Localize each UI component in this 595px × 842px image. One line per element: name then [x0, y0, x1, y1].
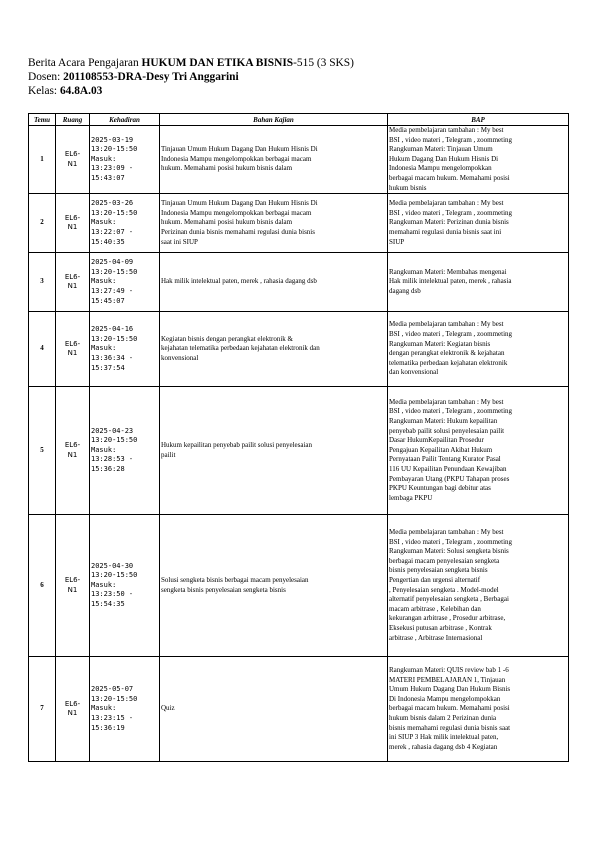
topic-cell-line: Indonesia Mampu mengelompokkan berbagai macam [161, 208, 312, 217]
document-header [28, 56, 354, 98]
table-row [29, 126, 569, 194]
bap-cell-line: BSI , video materi , Telegram , zoommeting [389, 329, 513, 338]
topic-cell-line: Hak milik intelektual paten, merek , rahasia dagang dsb [161, 277, 317, 286]
attendance-cell-line: Masuk: [91, 277, 117, 286]
room-cell-line: N1 [67, 585, 78, 594]
attendance-cell-line: Masuk: [91, 704, 117, 713]
class-code: 64.8A.03 [59, 85, 103, 97]
header-kehadiran: Kehadiran [90, 114, 160, 126]
attendance-cell-line: 15:54:35 [91, 600, 125, 609]
header-temu: Temu [29, 114, 56, 126]
meeting-number [29, 387, 56, 515]
bap-cell-line: BSI , video materi , Telegram , zoommeting [389, 537, 513, 546]
bap-cell-line: MATERI PEMBELAJARAN 1, Tinjauan [389, 675, 506, 684]
table-header-row [29, 114, 569, 126]
attendance-cell-line: 13:23:50 - [91, 590, 134, 599]
topic-cell [160, 387, 388, 515]
lecturer-name: 201108553-DRA-Desy Tri Anggarini [63, 71, 239, 83]
attendance-cell-line: 13:36:34 - [91, 353, 134, 362]
meeting-number-line: 4 [40, 344, 44, 353]
bap-cell-line: arbitrase , Arbitrase Internasional [389, 633, 483, 642]
bap-cell-line: Pengajuan Kepailitan Akibat Hukum [389, 445, 493, 454]
bap-cell-line: SIUP [389, 237, 405, 246]
attendance-cell-line: 13:20-15:50 [91, 267, 138, 276]
room-cell-line: N1 [67, 349, 78, 358]
bap-cell [388, 387, 569, 515]
attendance-cell-line: 13:23:09 - [91, 164, 134, 173]
bap-cell-line: penyebab pailit solusi penyelesaian pailit [389, 426, 505, 435]
bap-cell-line: lembaga PKPU [389, 493, 433, 502]
meeting-number-line: 2 [40, 218, 44, 227]
bap-cell-line: Rangkuman Materi: Hukum kepailitan [389, 417, 498, 426]
meeting-number-line: 5 [40, 445, 44, 454]
bap-cell [388, 657, 569, 762]
lecturer-line [28, 70, 354, 84]
bap-cell-line: dagang dsb [389, 286, 421, 295]
topic-cell [160, 194, 388, 253]
attendance-cell-line: 2025-04-30 [91, 561, 134, 570]
bap-cell-line: Pernyataan Pailit Tentang Kurator Pasal [389, 455, 501, 464]
topic-cell-line: kejahatan telematika perbedaan kejahatan elektronik dan [161, 344, 320, 353]
attendance-cell-line: Masuk: [91, 445, 117, 454]
room-cell-line: EL6- [64, 149, 81, 158]
bap-table [28, 113, 569, 762]
meeting-number-line: 7 [40, 704, 44, 713]
bap-cell-line: Rangkuman Materi: QUIS review bab 1 -6 [389, 665, 509, 674]
bap-cell-line: Rangkuman Materi: Tinjauan Umum [389, 145, 493, 154]
room-cell-line: EL6- [64, 576, 81, 585]
meeting-number [29, 253, 56, 312]
bap-cell [388, 515, 569, 657]
bap-cell-line: Rangkuman Materi: Membahas mengenai [389, 267, 507, 276]
room-cell-line: EL6- [64, 339, 81, 348]
bap-cell-line: Pengertian dan urgensi alternatif [389, 576, 481, 585]
attendance-cell-line: 2025-05-07 [91, 685, 134, 694]
attendance-cell-line: 15:37:54 [91, 363, 125, 372]
attendance-cell-line: 13:28:53 - [91, 455, 134, 464]
meeting-number [29, 515, 56, 657]
attendance-cell [90, 515, 160, 657]
topic-cell-line: saat ini SIUP [161, 237, 198, 246]
attendance-cell-line: 13:20-15:50 [91, 571, 138, 580]
attendance-cell-line: 13:20-15:50 [91, 208, 138, 217]
topic-cell-line: Tinjauan Umum Hukum Dagang Dan Hukum Hisnis Di [161, 199, 318, 208]
bap-cell-line: Media pembelajaran tambahan : My best [389, 199, 504, 208]
course-name: HUKUM DAN ETIKA BISNIS [141, 57, 294, 69]
room-cell-line: N1 [67, 159, 78, 168]
meeting-number [29, 657, 56, 762]
bap-cell-line: Indonesia Mampu mengelompokkan [389, 164, 492, 173]
topic-cell-line: Quiz [161, 704, 175, 713]
table-row [29, 253, 569, 312]
table-row [29, 194, 569, 253]
attendance-cell-line: 15:36:19 [91, 723, 125, 732]
attendance-cell-line: Masuk: [91, 154, 117, 163]
bap-cell-line: memahami regulasi dunia bisnis saat ini [389, 227, 502, 236]
class-line [28, 84, 354, 98]
bap-cell-line: telematika perbedaan kejahatan elektronik [389, 358, 508, 367]
bap-cell [388, 126, 569, 194]
bap-cell-line: Media pembelajaran tambahan : My best [389, 528, 504, 537]
bap-cell-line: berbagai macam hukum. Memahami posisi [389, 173, 510, 182]
topic-cell [160, 253, 388, 312]
bap-cell-line: , Penyelesaian sengketa . Model-model [389, 585, 499, 594]
topic-cell-line: hukum. Memahami posisi hukum bisnis dalam [161, 218, 293, 227]
bap-cell-line: merek , rahasia dagang dsb 4 Kegiatan [389, 742, 498, 751]
room-cell [56, 312, 90, 387]
table-row [29, 515, 569, 657]
attendance-cell-line: 2025-03-26 [91, 199, 134, 208]
meeting-number [29, 126, 56, 194]
bap-cell-line: Dasar HukumKepailitan Prosedur [389, 436, 484, 445]
room-cell-line: EL6- [64, 213, 81, 222]
meeting-number-line: 3 [40, 277, 44, 286]
room-cell-line: EL6- [64, 272, 81, 281]
attendance-cell [90, 387, 160, 515]
bap-cell-line: Umum Hukum Dagang Dan Hukum Bisnis [389, 685, 511, 694]
header-bap: BAP [388, 114, 569, 126]
room-cell [56, 657, 90, 762]
bap-cell-line: berbagai macam penyelesaian sengketa [389, 556, 500, 565]
attendance-cell-line: 13:22:07 - [91, 227, 134, 236]
room-cell [56, 253, 90, 312]
table-row [29, 657, 569, 762]
room-cell-line: N1 [67, 450, 78, 459]
room-cell [56, 515, 90, 657]
room-cell [56, 194, 90, 253]
topic-cell [160, 515, 388, 657]
attendance-cell-line: 13:20-15:50 [91, 694, 138, 703]
room-cell [56, 387, 90, 515]
topic-cell [160, 657, 388, 762]
bap-cell-line: ini SIUP 3 Hak milik intelektual paten, [389, 733, 499, 742]
room-cell-line: N1 [67, 282, 78, 291]
bap-cell [388, 312, 569, 387]
attendance-cell-line: 15:45:07 [91, 296, 125, 305]
topic-cell-line: pailit [161, 450, 176, 459]
attendance-cell-line: 2025-04-16 [91, 325, 134, 334]
attendance-cell-line: 2025-03-19 [91, 135, 134, 144]
bap-cell-line: Di Indonesia Mampu mengelompokkan [389, 694, 501, 703]
topic-cell-line: Perizinan dunia bisnis memahami regulasi dunia bisnis [161, 227, 315, 236]
lecturer-prefix: Dosen: [28, 71, 64, 83]
bap-cell-line: bisnis memahami regulasi dunia bisnis saat [389, 723, 511, 732]
attendance-cell [90, 657, 160, 762]
meeting-number-line: 1 [40, 154, 44, 163]
bap-cell-line: Media pembelajaran tambahan : My best [389, 320, 504, 329]
room-cell-line: EL6- [64, 699, 81, 708]
topic-cell-line: hukum. Memahami posisi hukum bisnis dalam [161, 164, 293, 173]
bap-cell-line: BSI , video materi , Telegram , zoommeting [389, 135, 513, 144]
bap-cell-line: Eksekusi putusan arbitrase , Kontrak [389, 624, 492, 633]
room-cell-line: N1 [67, 709, 78, 718]
table-row [29, 387, 569, 515]
attendance-cell-line: 13:23:15 - [91, 713, 134, 722]
bap-cell-line: PKPU Keuntungan bagi debitur atas [389, 484, 491, 493]
bap-cell-line: hukum bisnis [389, 183, 427, 192]
attendance-cell [90, 126, 160, 194]
topic-cell-line: Indonesia Mampu mengelompokkan berbagai macam [161, 154, 312, 163]
topic-cell [160, 312, 388, 387]
room-cell-line: N1 [67, 223, 78, 232]
attendance-cell-line: 2025-04-09 [91, 258, 134, 267]
attendance-cell [90, 194, 160, 253]
attendance-cell [90, 312, 160, 387]
bap-cell-line: BSI , video materi , Telegram , zoommeting [389, 407, 513, 416]
meeting-number [29, 194, 56, 253]
table-body [29, 126, 569, 762]
attendance-cell-line: 13:20-15:50 [91, 145, 138, 154]
attendance-cell-line: 15:36:28 [91, 465, 125, 474]
topic-cell-line: sengketa bisnis penyelesaian sengketa bisnis [161, 585, 286, 594]
header-ruang: Ruang [56, 114, 90, 126]
bap-cell-line: BSI , video materi , Telegram , zoommeting [389, 208, 513, 217]
bap-cell-line: Hukum Dagang Dan Hukum Hisnis Di [389, 154, 499, 163]
topic-cell-line: Hukum kepailitan penyebab pailit solusi penyelesaian [161, 441, 313, 450]
topic-cell [160, 126, 388, 194]
room-cell [56, 126, 90, 194]
attendance-cell-line: 2025-04-23 [91, 426, 134, 435]
topic-cell-line: Tinjauan Umum Hukum Dagang Dan Hukum Hisnis Di [161, 145, 318, 154]
bap-cell-line: dan konvensional [389, 368, 439, 377]
bap-cell-line: macam arbitrase , Kelebihan dan [389, 604, 481, 613]
bap-cell-line: Hak milik intelektual paten, merek , rahasia [389, 277, 512, 286]
bap-cell-line: dengan perangkat elektronik & kejahatan [389, 349, 505, 358]
topic-cell-line: konvensional [161, 353, 199, 362]
attendance-cell-line: Masuk: [91, 344, 117, 353]
attendance-cell-line: 15:40:35 [91, 237, 125, 246]
bap-cell [388, 253, 569, 312]
attendance-cell-line: Masuk: [91, 580, 117, 589]
bap-cell-line: hukum bisnis dalam 2 Perizinan dunia [389, 713, 497, 722]
meeting-number-line: 6 [40, 580, 44, 589]
attendance-cell-line: 13:20-15:50 [91, 436, 138, 445]
topic-cell-line: Kegiatan bisnis dengan perangkat elektronik & [161, 334, 293, 343]
bap-cell-line: Rangkuman Materi: Perizinan dunia bisnis [389, 218, 509, 227]
class-prefix: Kelas: [28, 85, 60, 97]
bap-cell-line: kekurangan arbitrase , Prosedur arbitrase, [389, 614, 506, 623]
attendance-cell-line: 13:27:49 - [91, 286, 134, 295]
header-bahan-kajian: Bahan Kajian [160, 114, 388, 126]
attendance-cell [90, 253, 160, 312]
course-prefix: Berita Acara Pengajaran [28, 57, 142, 69]
bap-cell-line: 116 UU Kepailitan Penundaan Kewajiban [389, 465, 507, 474]
topic-cell-line: Solusi sengketa bisnis berbagai macam penyelesaian [161, 576, 309, 585]
course-line [28, 56, 354, 70]
bap-cell-line: berbagai macam hukum. Memahami posisi [389, 704, 510, 713]
bap-cell [388, 194, 569, 253]
meeting-number [29, 312, 56, 387]
course-suffix: -515 (3 SKS) [293, 57, 354, 69]
attendance-cell-line: 13:20-15:50 [91, 334, 138, 343]
bap-cell-line: Media pembelajaran tambahan : My best [389, 126, 504, 134]
room-cell-line: EL6- [64, 441, 81, 450]
bap-cell-line: Rangkuman Materi: Solusi sengketa bisnis [389, 547, 509, 556]
bap-cell-line: Media pembelajaran tambahan : My best [389, 397, 504, 406]
bap-cell-line: Pembayaran Utang (PKPU Tahapan proses [389, 474, 510, 483]
bap-cell-line: alternatif penyelesaian sengketa , Berbagai [389, 595, 509, 604]
attendance-cell-line: Masuk: [91, 218, 117, 227]
bap-cell-line: Rangkuman Materi: Kegiatan bisnis [389, 339, 491, 348]
bap-cell-line: bisnis penyelesaian sengketa bisnis [389, 566, 488, 575]
attendance-cell-line: 15:43:07 [91, 173, 125, 182]
table-row [29, 312, 569, 387]
